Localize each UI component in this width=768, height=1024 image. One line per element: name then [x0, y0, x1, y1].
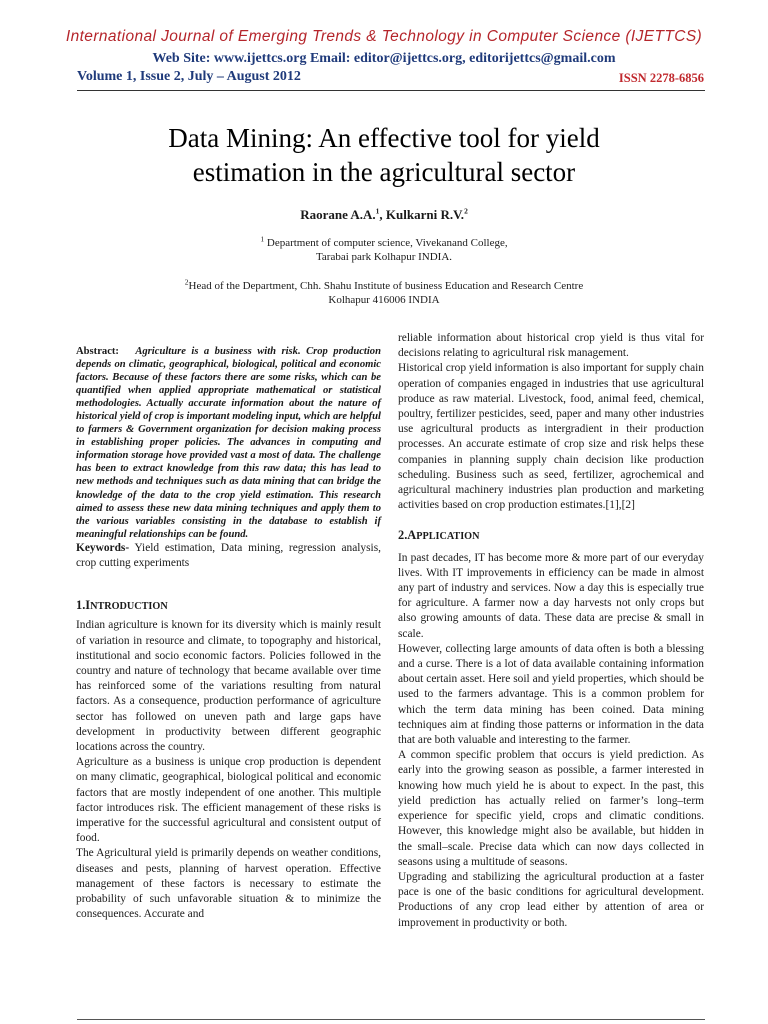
- keywords: [76, 541, 381, 571]
- author-1-sup: 1: [375, 206, 380, 216]
- header-divider: [77, 90, 705, 91]
- author-2-sup: 2: [464, 206, 468, 216]
- introduction-paragraph-2: Agriculture as a business is unique crop production is dependent on many climatic, geographical, biological political and economic factors that are mostly independent of one another. This multiple factor introduces risk. The efficient management of these risks is imperative for the successful agricultural and consistent output of food.: [76, 756, 381, 845]
- introduction-heading: [76, 598, 381, 614]
- introduction-number: 1.: [76, 598, 86, 613]
- application-number: 2.: [398, 528, 408, 543]
- footer-divider: [77, 1019, 705, 1020]
- application-heading-rest: PPLICATION: [416, 531, 480, 543]
- journal-name: International Journal of Emerging Trends & Technology in Computer Science (IJETTCS): [65, 28, 703, 45]
- application-heading-first: A: [407, 528, 417, 543]
- title-line-1: Data Mining: An effective tool for yield: [168, 123, 600, 153]
- affiliation-1-line-1: Department of computer science, Vivekanand College,: [264, 237, 508, 249]
- affiliation-2: [0, 279, 768, 307]
- author-1: Raorane A.A.: [300, 207, 376, 222]
- application-paragraph-2: However, collecting large amounts of data often is both a blessing and a curse. There is a lot of data available containing information about certain asset. Here soil and yield properties, which should be used to the farmers advantage. This is a common problem for which the term data mining has been coined. Data mining techniques aim at finding those patterns or information in the data that are both valuable and interesting to the farmer.: [398, 642, 704, 747]
- abstract-label: Abstract:: [76, 346, 119, 357]
- left-column: [76, 331, 381, 922]
- right-column: [398, 331, 704, 931]
- keywords-label: Keywords-: [76, 541, 130, 554]
- affiliation-2-line-1: Head of the Department, Chh. Shahu Institute of business Education and Research Centre: [188, 280, 584, 292]
- affiliation-2-sup: 2: [184, 277, 189, 287]
- abstract: [76, 345, 381, 541]
- introduction-paragraph-1: Indian agriculture is known for its diversity which is mainly result of variation in resource and climate, to topography and historical, institutional and socio economic factors. Policies followed in the country and nature of technology that became available over time has reinforced some of the variations resulting from natural factors. As a consequence, production performance of agriculture sector has followed on uneven path and large gaps have development in productivity between different geographic locations across the country.: [76, 619, 381, 753]
- right-paragraph-1: reliable information about historical crop yield is thus vital for decisions relating to agricultural risk management.: [398, 332, 704, 360]
- application-heading: [398, 528, 704, 544]
- author-2: Kulkarni R.V.: [385, 207, 465, 222]
- application-paragraph-4: Upgrading and stabilizing the agricultural production at a faster pace is one of the basic conditions for agricultural development. Productions of any crop lead either by attention of area or improvement in productivity or both.: [398, 870, 704, 929]
- introduction-heading-rest: NTRODUCTION: [90, 601, 168, 613]
- application-paragraph-1: In past decades, IT has become more & more part of our everyday lives. With IT improvements in efficiency can be made in almost any part of industry and services. Now a day this is especially true for agriculture. A farmer now a day harvests not only crops but also growing amounts of data. These data are precise & small in scale.: [398, 551, 704, 640]
- affiliation-1-sup: 1: [260, 234, 265, 244]
- application-paragraph-3: A common specific problem that occurs is yield prediction. As early into the growing season as possible, a farmer interested in knowing how much yield he is about to expect. In the past, this yield prediction has actually relied on farmer’s long–term experience for specific yield, crops and climatic conditions. However, this knowledge might also be available, but hidden in the small–scale. Precise data which can now days collected in seasons using a multitude of seasons.: [398, 749, 704, 868]
- volume-issue: Volume 1, Issue 2, July – August 2012: [77, 69, 301, 84]
- author-separator: ,: [379, 207, 386, 222]
- affiliation-1: [0, 236, 768, 264]
- affiliation-2-line-2: Kolhapur 416006 INDIA: [328, 294, 440, 306]
- title-line-2: estimation in the agricultural sector: [192, 157, 576, 187]
- introduction-heading-first: I: [85, 598, 91, 613]
- journal-website-line: Web Site: www.ijettcs.org Email: editor@ijettcs.org, editorijettcs@gmail.com: [152, 51, 616, 66]
- paper-title: [0, 121, 768, 189]
- right-paragraph-2: Historical crop yield information is also important for supply chain operation of companies engaged in industries that use agricultural produce as raw material. Livestock, food, animal feed, chemical, poultry, fertilizer pesticides, seed, paper and many other industries use agricultural products as intergradient in their production processes. An accurate estimate of crop size and risk helps these companies in planning supply chain decision like production scheduling. Business such as seed, fertilizer, agrochemical and agricultural machinery industries plan production and marketing activities based on crop production estimates.[1],[2]: [398, 362, 704, 512]
- issn: ISSN 2278-6856: [618, 71, 704, 85]
- introduction-paragraph-3: The Agricultural yield is primarily depends on weather conditions, diseases and pests, planning of harvest operation. Effective management of these factors is necessary to estimate the probability of such unfavorable situation & to minimize the consequences. Accurate and: [76, 847, 381, 921]
- affiliation-1-line-2: Tarabai park Kolhapur INDIA.: [315, 251, 453, 263]
- authors: [0, 207, 768, 223]
- abstract-text: Agriculture is a business with risk. Crop production depends on climatic, geographical, biological, political and economic factors. Because of these factors there are some risks, which can be quantified when applied appropriate mathematical or statistical methodologies. Actually accurate information about the nature of historical yield of crop is important modeling input, which are helpful to farmers & Government organization for decision making process in establishing proper policies. The advances in computing and information storage hove provided vast a most of data. The challenge has been to extract knowledge from this raw data; this has lead to new methods and techniques such as data mining that can bridge the knowledge of the data to the crop yield estimation. This research aimed to assess these new data mining techniques and apply them to the various variables consisting in the database to establish if meaningful relationships can be found.: [76, 346, 381, 540]
- keywords-text: Yield estimation, Data mining, regression analysis, crop cutting experiments: [76, 541, 381, 569]
